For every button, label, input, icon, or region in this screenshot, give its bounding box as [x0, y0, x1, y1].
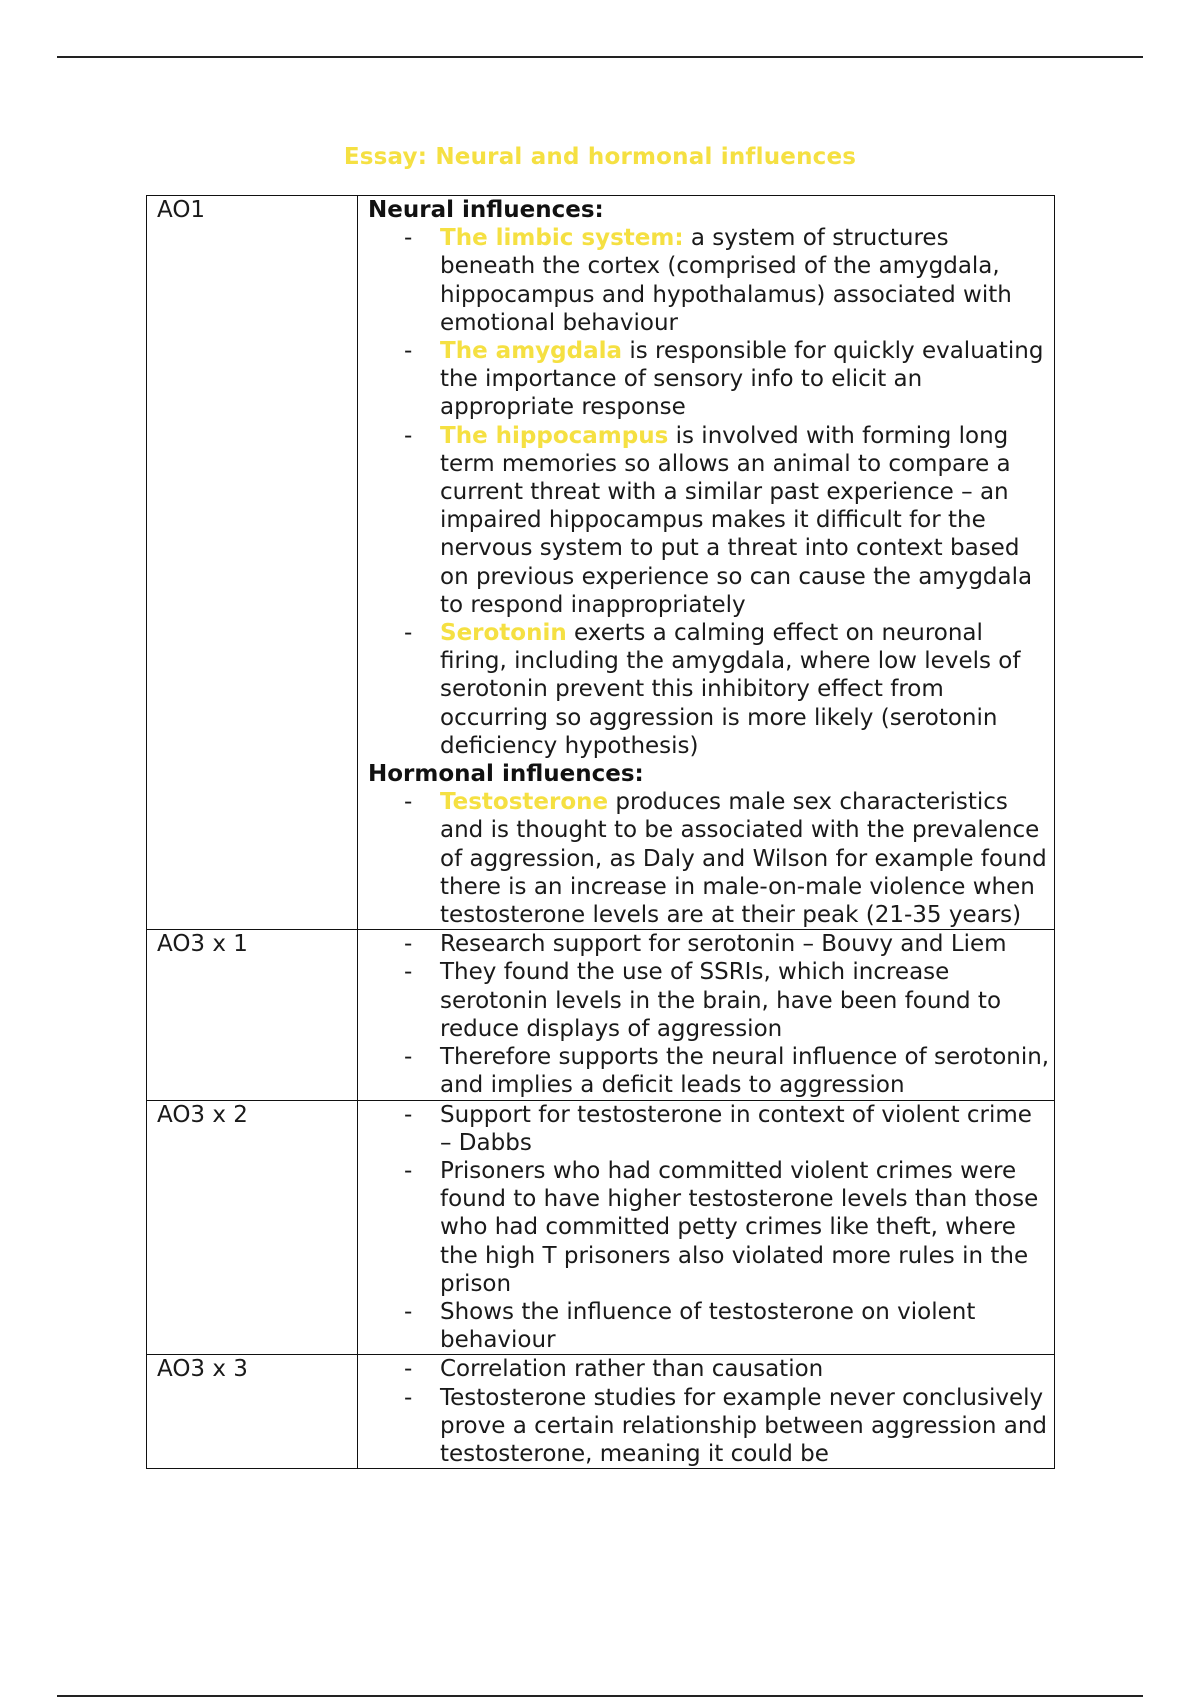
document-title: Essay: Neural and hormonal influences [343, 144, 857, 170]
row-label: AO3 x 1 [147, 930, 358, 1100]
row-content [358, 1355, 1055, 1469]
list-item: - Testosterone studies for example never conclusively prove a certain relationship between aggression and testosterone, meaning it could be [440, 1384, 1050, 1469]
row-content [358, 1100, 1055, 1355]
list-item: - Shows the influence of testosterone on violent behaviour [440, 1298, 1050, 1354]
item-text: is responsible for quickly evaluating the importance of sensory info to elicit an appropriate response [440, 338, 1044, 421]
evaluation-list [368, 930, 1050, 1099]
list-item [440, 224, 1050, 337]
row-label: AO3 x 3 [147, 1355, 358, 1469]
item-text: exerts a calming effect on neuronal firing, including the amygdala, where low levels of serotonin prevent this inhibitory effect from occurring so aggression is more likely (serotonin deficiency hypothesis) [440, 620, 1021, 759]
list-item: - They found the use of SSRIs, which increase serotonin levels in the brain, have been found to reduce displays of aggression [440, 958, 1050, 1043]
list-item [440, 788, 1050, 929]
key-term: The hippocampus [440, 422, 669, 449]
table-row-ao3-3 [147, 1355, 1055, 1469]
table-row-ao3-2 [147, 1100, 1055, 1355]
list-item: - Correlation rather than causation [440, 1355, 1050, 1383]
item-text: a system of structures beneath the cortex (comprised of the amygdala, hippocampus and hypothalamus) associated with emotional behaviour [440, 225, 1012, 336]
section-heading-neural: Neural influences: [368, 197, 604, 223]
hormonal-list [368, 788, 1050, 929]
list-item [440, 337, 1050, 422]
list-item [440, 422, 1050, 619]
evaluation-list [368, 1355, 1050, 1468]
table-row-ao3-1 [147, 930, 1055, 1100]
header-rule [57, 56, 1143, 58]
evaluation-list [368, 1101, 1050, 1355]
list-item: - Support for testosterone in context of violent crime – Dabbs [440, 1101, 1050, 1157]
list-item [440, 619, 1050, 760]
row-content [358, 196, 1055, 930]
list-item: - Research support for serotonin – Bouvy and Liem [440, 930, 1050, 958]
key-term: Testosterone [440, 789, 609, 816]
footer-rule [57, 1695, 1143, 1697]
key-term: The limbic system: [440, 225, 684, 252]
key-term: Serotonin [440, 620, 567, 647]
row-label: AO1 [147, 196, 358, 930]
section-heading-hormonal: Hormonal influences: [368, 761, 644, 788]
list-item: - Prisoners who had committed violent crimes were found to have higher testosterone levels than those who had committed petty crimes like theft, where the high T prisoners also violated more rules in the prison [440, 1157, 1050, 1298]
key-term: The amygdala [440, 338, 623, 365]
row-label: AO3 x 2 [147, 1100, 358, 1355]
item-text: is involved with forming long term memories so allows an animal to compare a current threat with a similar past experience – an impaired hippocampus makes it difficult for the nervous system to put a threat into context based on previous experience so can cause the amygdala to respond inappropriately [440, 422, 1033, 618]
essay-table [146, 195, 1055, 1469]
table-row-ao1 [147, 196, 1055, 930]
neural-list [368, 224, 1050, 760]
list-item: - Therefore supports the neural influence of serotonin, and implies a deficit leads to aggression [440, 1043, 1050, 1099]
item-text: produces male sex characteristics and is thought to be associated with the prevalence of aggression, as Daly and Wilson for example found there is an increase in male-on-male violence when testosterone levels are at their peak (21-35 years) [440, 789, 1047, 929]
row-content [358, 930, 1055, 1100]
